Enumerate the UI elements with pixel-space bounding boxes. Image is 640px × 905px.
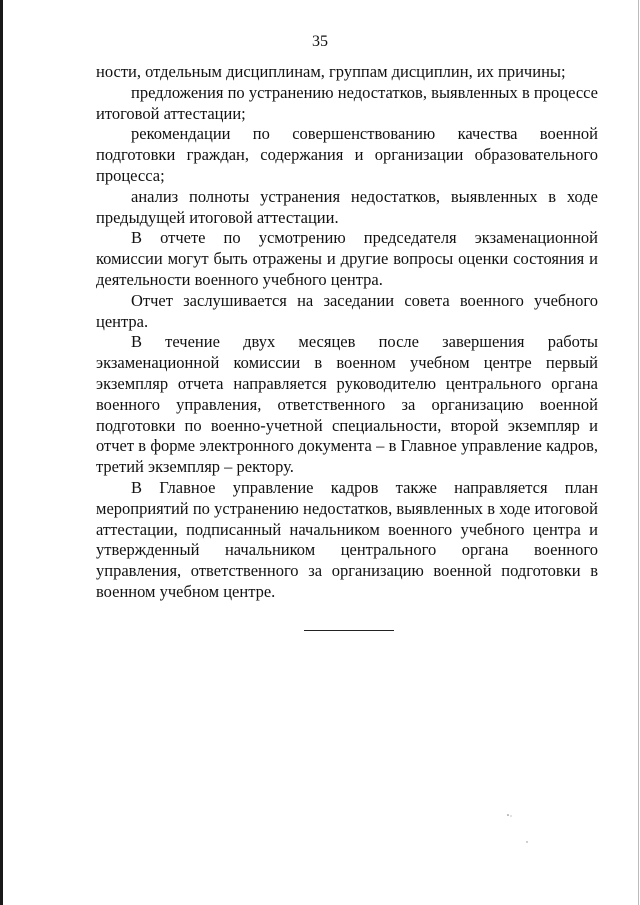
- paragraph: В отчете по усмотрению председателя экзаменационной комиссии могут быть отражены и другие вопросы оценки состояния и деятельности военного учебного центра.: [96, 228, 598, 289]
- paragraph: В течение двух месяцев после завершения работы экзаменационной комиссии в военном учебном центре первый экземпляр отчета направляется руководителю центрального органа военного управления, ответственного за организацию военной подготовки по военно-учетной специальности, второй экземпляр и отчет в форме электронного документа – в Главное управление кадров, третий экземпляр – ректору.: [96, 332, 598, 477]
- paragraph: рекомендации по совершенствованию качества военной подготовки граждан, содержания и организации образовательного процесса;: [96, 124, 598, 185]
- page-number: 35: [312, 33, 328, 50]
- paragraph: В Главное управление кадров также направляется план мероприятий по устранению недостатков, выявленных в ходе итоговой аттестации, подписанный начальником военного учебного центра и утвержденный начальником центрального органа военного управления, ответственного за организацию военной подготовки в военном учебном центре.: [96, 477, 598, 601]
- paragraph: Отчет заслушивается на заседании совета военного учебного центра.: [96, 290, 598, 331]
- paragraph: ности, отдельным дисциплинам, группам дисциплин, их причины;: [96, 62, 566, 81]
- paragraph: анализ полноты устранения недостатков, выявленных в ходе предыдущей итоговой аттестации.: [96, 186, 598, 227]
- paragraph: предложения по устранению недостатков, выявленных в процессе итоговой аттестации;: [96, 82, 598, 123]
